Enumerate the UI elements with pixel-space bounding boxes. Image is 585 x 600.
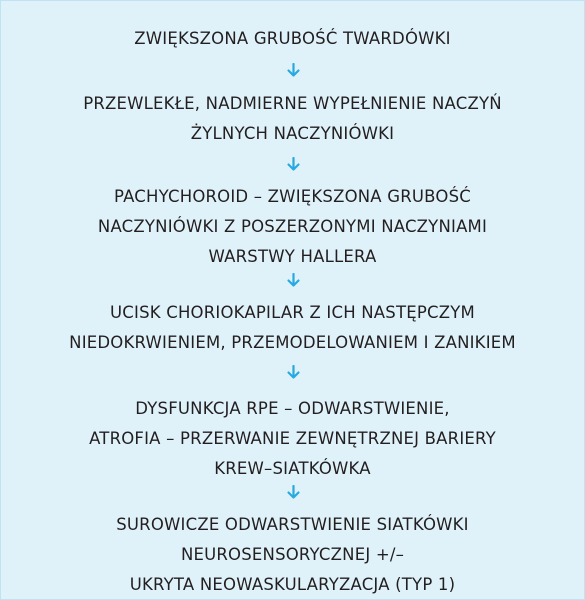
step-5-line-3: KREW–SIATKÓWKA xyxy=(214,459,371,478)
step-2 xyxy=(21,89,564,149)
step-3-line-2: NACZYNIÓWKI Z POSZERZONYMI NACZYNIAMI xyxy=(97,217,488,236)
step-4-line-2: NIEDOKRWIENIEM, PRZEMODELOWANIEM I ZANIKIEM xyxy=(69,333,516,352)
step-1 xyxy=(21,24,564,54)
flow-diagram xyxy=(1,1,584,599)
step-6 xyxy=(21,510,564,600)
step-5-line-1: DYSFUNKCJA RPE – ODWARSTWIENIE, xyxy=(135,399,450,418)
arrow-down-icon xyxy=(286,63,301,78)
arrow-down-icon xyxy=(286,273,301,288)
step-6-line-3: UKRYTA NEOWASKULARYZACJA (TYP 1) xyxy=(129,575,456,594)
arrow-down-icon xyxy=(286,365,301,380)
step-2-line-1: PRZEWLEKŁE, NADMIERNE WYPEŁNIENIE NACZYŃ xyxy=(83,94,502,113)
step-6-line-1: SUROWICZE ODWARSTWIENIE SIATKÓWKI xyxy=(116,515,469,534)
step-4 xyxy=(21,298,564,358)
step-3-line-3: WARSTWY HALLERA xyxy=(208,247,377,266)
step-5 xyxy=(21,394,564,484)
step-4-line-1: UCISK CHORIOKAPILAR Z ICH NASTĘPCZYM xyxy=(110,303,475,322)
step-3-line-1: PACHYCHOROID – ZWIĘKSZONA GRUBOŚĆ xyxy=(114,187,471,206)
step-1-line-1: ZWIĘKSZONA GRUBOŚĆ TWARDÓWKI xyxy=(134,29,451,48)
arrow-down-icon xyxy=(286,157,301,172)
step-2-line-2: ŻYLNYCH NACZYNIÓWKI xyxy=(190,124,395,143)
arrow-down-icon xyxy=(286,485,301,500)
step-5-line-2: ATROFIA – PRZERWANIE ZEWNĘTRZNEJ BARIERY xyxy=(89,429,496,448)
step-3 xyxy=(21,182,564,272)
step-6-line-2: NEUROSENSORYCZNEJ +/– xyxy=(180,545,405,564)
